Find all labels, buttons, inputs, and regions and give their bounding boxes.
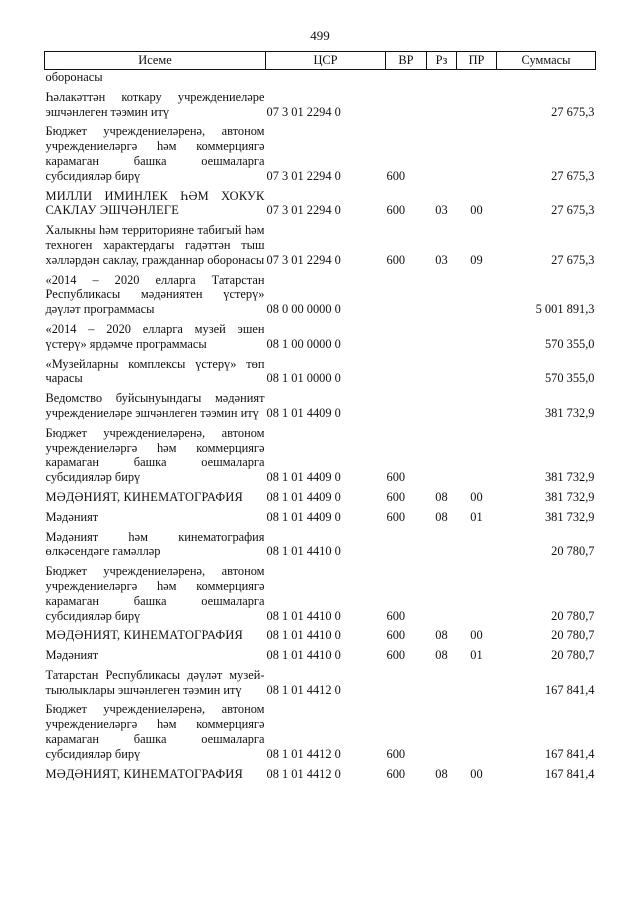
- cell-vr: 600: [386, 608, 406, 623]
- table-row: [45, 85, 596, 120]
- cell-rz: 08: [435, 509, 448, 524]
- cell-csr: [266, 70, 386, 85]
- cell-vr: 600: [386, 628, 406, 643]
- cell-pr: [457, 119, 497, 183]
- table-row: [45, 352, 596, 387]
- cell-sum: 167 841,4: [544, 766, 595, 781]
- cell-name: «2014 – 2020 елларга Татарстан Республикасы мәдәниятен үстерү» дәүләт программасы: [45, 272, 265, 317]
- cell-name: «Музейларны комплексы үстерү» төп чарасы: [45, 356, 265, 386]
- cell-vr: 600: [386, 203, 406, 218]
- cell-sum: 167 841,4: [544, 682, 595, 697]
- cell-rz: [427, 559, 457, 623]
- table-row: [45, 386, 596, 421]
- cell-csr: 08 1 01 4410 0: [266, 648, 341, 663]
- table-row: [45, 184, 596, 219]
- cell-pr: 00: [470, 489, 483, 504]
- cell-rz: 08: [435, 766, 448, 781]
- cell-csr: 08 1 01 4409 0: [266, 509, 341, 524]
- cell-csr: 08 1 01 4409 0: [266, 470, 341, 485]
- cell-sum: 27 675,3: [551, 203, 595, 218]
- cell-pr: [457, 317, 497, 352]
- cell-csr: 08 1 01 0000 0: [266, 371, 341, 386]
- cell-name: Бюджет учреждениеләренә, автоном учреждениеләргә һәм коммерциягә карамаган башка оешмаларга субсидияләр бирү: [45, 124, 265, 183]
- cell-pr: [457, 85, 497, 120]
- cell-pr: 00: [470, 203, 483, 218]
- cell-csr: 08 1 01 4412 0: [266, 682, 341, 697]
- table-row: [45, 762, 596, 782]
- cell-rz: [427, 421, 457, 485]
- table-row: [45, 559, 596, 623]
- cell-csr: 08 1 01 4409 0: [266, 489, 341, 504]
- cell-name: Мәдәният: [45, 509, 99, 524]
- table-row: [45, 697, 596, 761]
- cell-sum: 20 780,7: [551, 628, 595, 643]
- cell-pr: 09: [470, 252, 483, 267]
- cell-pr: [457, 697, 497, 761]
- cell-csr: 08 1 01 4412 0: [266, 766, 341, 781]
- table-header: [45, 52, 596, 70]
- cell-vr: 600: [386, 509, 406, 524]
- cell-vr: 600: [386, 489, 406, 504]
- header-rz: Рз: [427, 52, 457, 70]
- cell-vr: [386, 85, 427, 120]
- cell-vr: 600: [386, 470, 406, 485]
- page-number: 499: [310, 28, 330, 43]
- cell-rz: [427, 268, 457, 317]
- cell-rz: 03: [435, 252, 448, 267]
- table-row: [45, 421, 596, 485]
- header-csr: ЦСР: [266, 52, 386, 70]
- table-row: [45, 119, 596, 183]
- cell-csr: 07 3 01 2294 0: [266, 252, 341, 267]
- cell-pr: 00: [470, 628, 483, 643]
- cell-pr: [457, 70, 497, 85]
- cell-name: Һәлакәттән коткару учреждениеләре эшчәнлеген тәэмин итү: [45, 89, 265, 119]
- cell-sum: 167 841,4: [544, 746, 595, 761]
- cell-pr: 00: [470, 766, 483, 781]
- cell-name: оборонасы: [45, 70, 103, 84]
- cell-pr: [457, 268, 497, 317]
- cell-rz: [427, 352, 457, 387]
- cell-name: Бюджет учреждениеләренә, автоном учреждениеләргә һәм коммерциягә карамаган башка оешмаларга субсидияләр бирү: [45, 702, 265, 761]
- cell-csr: 08 0 00 0000 0: [266, 302, 341, 317]
- cell-rz: [427, 525, 457, 560]
- cell-vr: 600: [386, 766, 406, 781]
- cell-csr: 08 1 01 4410 0: [266, 544, 341, 559]
- cell-csr: 08 1 01 4412 0: [266, 746, 341, 761]
- cell-pr: [457, 559, 497, 623]
- cell-sum: 570 355,0: [544, 336, 595, 351]
- table-row: [45, 623, 596, 643]
- cell-rz: [427, 663, 457, 698]
- cell-rz: [427, 386, 457, 421]
- cell-rz: [427, 70, 457, 85]
- cell-pr: [457, 421, 497, 485]
- cell-name: МӘДӘНИЯТ, КИНЕМАТОГРАФИЯ: [45, 489, 243, 504]
- cell-name: Мәдәният һәм кинематография өлкәсендәге гамәлләр: [45, 529, 265, 559]
- table-row: [45, 218, 596, 267]
- header-pr: ПР: [457, 52, 497, 70]
- cell-pr: [457, 525, 497, 560]
- cell-vr: [386, 70, 427, 85]
- cell-name: Ведомство буйсынуындагы мәдәният учреждениеләре эшчәнлеген тәэмин итү: [45, 391, 265, 420]
- cell-name: Мәдәният: [45, 648, 99, 663]
- table-row: [45, 505, 596, 525]
- cell-vr: 600: [386, 746, 406, 761]
- cell-sum: 27 675,3: [551, 252, 595, 267]
- budget-table: [44, 51, 596, 781]
- cell-rz: [427, 85, 457, 120]
- cell-name: Татарстан Республикасы дәүләт музей-тыюлыклары эшчәнлеген тәэмин итү: [45, 667, 265, 697]
- cell-vr: [386, 352, 427, 387]
- cell-name: Бюджет учреждениеләренә, автоном учреждениеләргә һәм коммерциягә карамаган башка оешмаларга субсидияләр бирү: [45, 425, 265, 485]
- cell-vr: 600: [386, 168, 406, 183]
- cell-vr: [386, 268, 427, 317]
- cell-name: Бюджет учреждениеләренә, автоном учреждениеләргә һәм коммерциягә карамаган башка оешмаларга субсидияләр бирү: [45, 564, 265, 623]
- cell-csr: 07 3 01 2294 0: [266, 104, 341, 119]
- header-vr: ВР: [386, 52, 427, 70]
- cell-sum: [497, 70, 596, 85]
- cell-rz: 03: [435, 203, 448, 218]
- cell-csr: 08 1 01 4409 0: [266, 405, 341, 420]
- cell-pr: [457, 386, 497, 421]
- cell-vr: 600: [386, 252, 406, 267]
- table-row: [45, 525, 596, 560]
- cell-sum: 5 001 891,3: [535, 302, 595, 317]
- cell-name: МӘДӘНИЯТ, КИНЕМАТОГРАФИЯ: [45, 628, 243, 643]
- table-row: [45, 268, 596, 317]
- table-row: [45, 70, 596, 85]
- table-row: [45, 485, 596, 505]
- cell-sum: 20 780,7: [551, 608, 595, 623]
- cell-sum: 381 732,9: [544, 489, 595, 504]
- cell-sum: 27 675,3: [551, 104, 595, 119]
- cell-pr: [457, 352, 497, 387]
- cell-pr: 01: [470, 648, 483, 663]
- cell-name: «2014 – 2020 елларга музей эшен үстерү» ярдәмче программасы: [45, 321, 265, 351]
- cell-vr: [386, 386, 427, 421]
- cell-name: МӘДӘНИЯТ, КИНЕМАТОГРАФИЯ: [45, 766, 243, 781]
- header-name: Исеме: [45, 52, 266, 70]
- cell-csr: 07 3 01 2294 0: [266, 168, 341, 183]
- cell-sum: 570 355,0: [544, 371, 595, 386]
- cell-sum: 27 675,3: [551, 168, 595, 183]
- cell-csr: 08 1 01 4410 0: [266, 608, 341, 623]
- cell-rz: 08: [435, 628, 448, 643]
- cell-sum: 381 732,9: [544, 509, 595, 524]
- cell-rz: [427, 119, 457, 183]
- cell-csr: 08 1 01 4410 0: [266, 628, 341, 643]
- cell-vr: [386, 525, 427, 560]
- header-sum: Суммасы: [497, 52, 596, 70]
- cell-csr: 07 3 01 2294 0: [266, 203, 341, 218]
- cell-sum: 381 732,9: [544, 405, 595, 420]
- table-row: [45, 317, 596, 352]
- table-row: [45, 663, 596, 698]
- cell-rz: 08: [435, 648, 448, 663]
- cell-sum: 20 780,7: [551, 544, 595, 559]
- cell-vr: [386, 663, 427, 698]
- cell-name: Халыкны һәм территорияне табигый һәм техноген характердагы гадәттән тыш хәлләрдән саклау, гражданнар оборонасы: [45, 223, 265, 267]
- cell-sum: 381 732,9: [544, 470, 595, 485]
- table-body: [45, 70, 596, 782]
- cell-rz: [427, 697, 457, 761]
- cell-pr: [457, 663, 497, 698]
- cell-vr: 600: [386, 648, 406, 663]
- cell-vr: [386, 317, 427, 352]
- cell-sum: 20 780,7: [551, 648, 595, 663]
- cell-rz: 08: [435, 489, 448, 504]
- cell-name: МИЛЛИ ИМИНЛЕК ҺӘМ ХОКУК САКЛАУ ЭШЧӘНЛЕГЕ: [45, 188, 265, 218]
- table-row: [45, 643, 596, 663]
- cell-csr: 08 1 00 0000 0: [266, 336, 341, 351]
- cell-rz: [427, 317, 457, 352]
- cell-pr: 01: [470, 509, 483, 524]
